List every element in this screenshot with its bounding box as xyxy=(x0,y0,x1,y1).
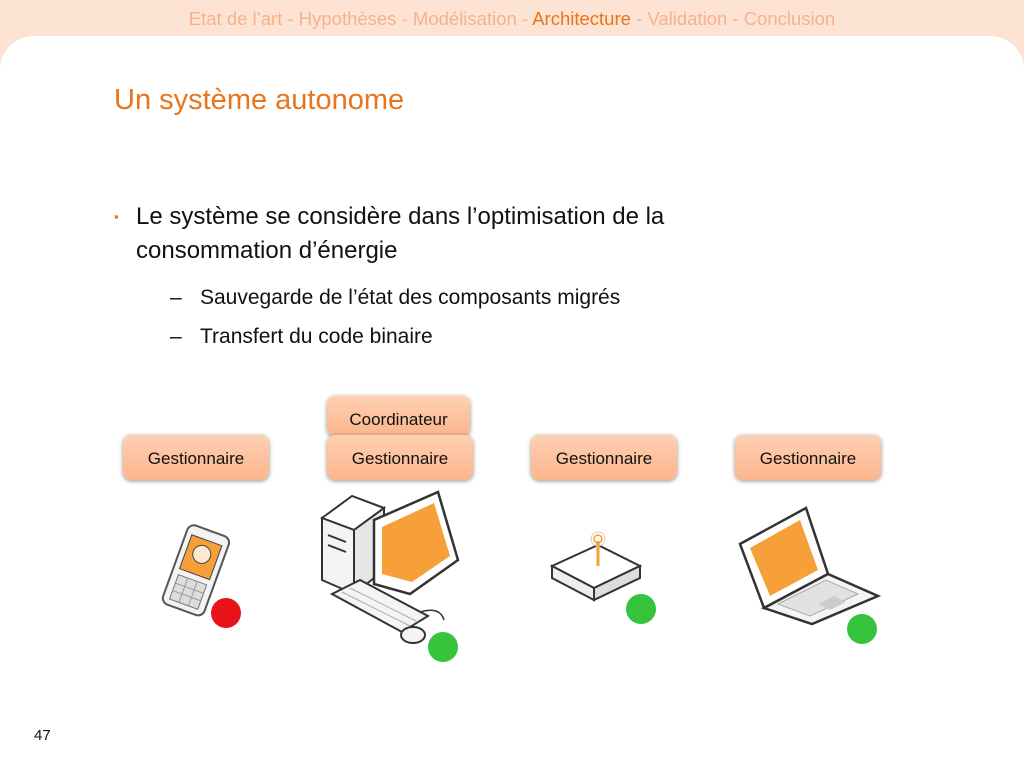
status-indicator-green xyxy=(626,594,656,624)
status-indicator-green xyxy=(428,632,458,662)
manager-box: Gestionnaire xyxy=(531,435,677,480)
page-number: 47 xyxy=(34,727,51,744)
main-bullet-text: Le système se considère dans l’optimisation de la consommation d’énergie xyxy=(136,203,665,264)
dash-marker: – xyxy=(170,286,182,309)
manager-box: Gestionnaire xyxy=(123,435,269,480)
sub-bullet-text: Sauvegarde de l’état des composants migrés xyxy=(200,286,621,309)
status-indicator-green xyxy=(847,614,877,644)
dash-marker: – xyxy=(170,325,182,348)
bullet-marker-icon: ▪ xyxy=(114,209,119,224)
sub-bullet-text: Transfert du code binaire xyxy=(200,325,433,348)
manager-box: Gestionnaire xyxy=(327,435,473,480)
laptop-icon xyxy=(740,508,878,624)
manager-box: Gestionnaire xyxy=(735,435,881,480)
slide-title: Un système autonome xyxy=(114,84,405,116)
status-indicator-red xyxy=(211,598,241,628)
nav-prefix: Etat de l’art - Hypothèses - Modélisation - xyxy=(188,8,529,29)
nav-active-section: Architecture xyxy=(532,8,631,29)
coordinator-label: Coordinateur xyxy=(349,410,448,429)
router-icon xyxy=(552,532,640,600)
nav-suffix: - Validation - Conclusion xyxy=(636,8,836,29)
desktop-computer-icon xyxy=(322,492,458,643)
